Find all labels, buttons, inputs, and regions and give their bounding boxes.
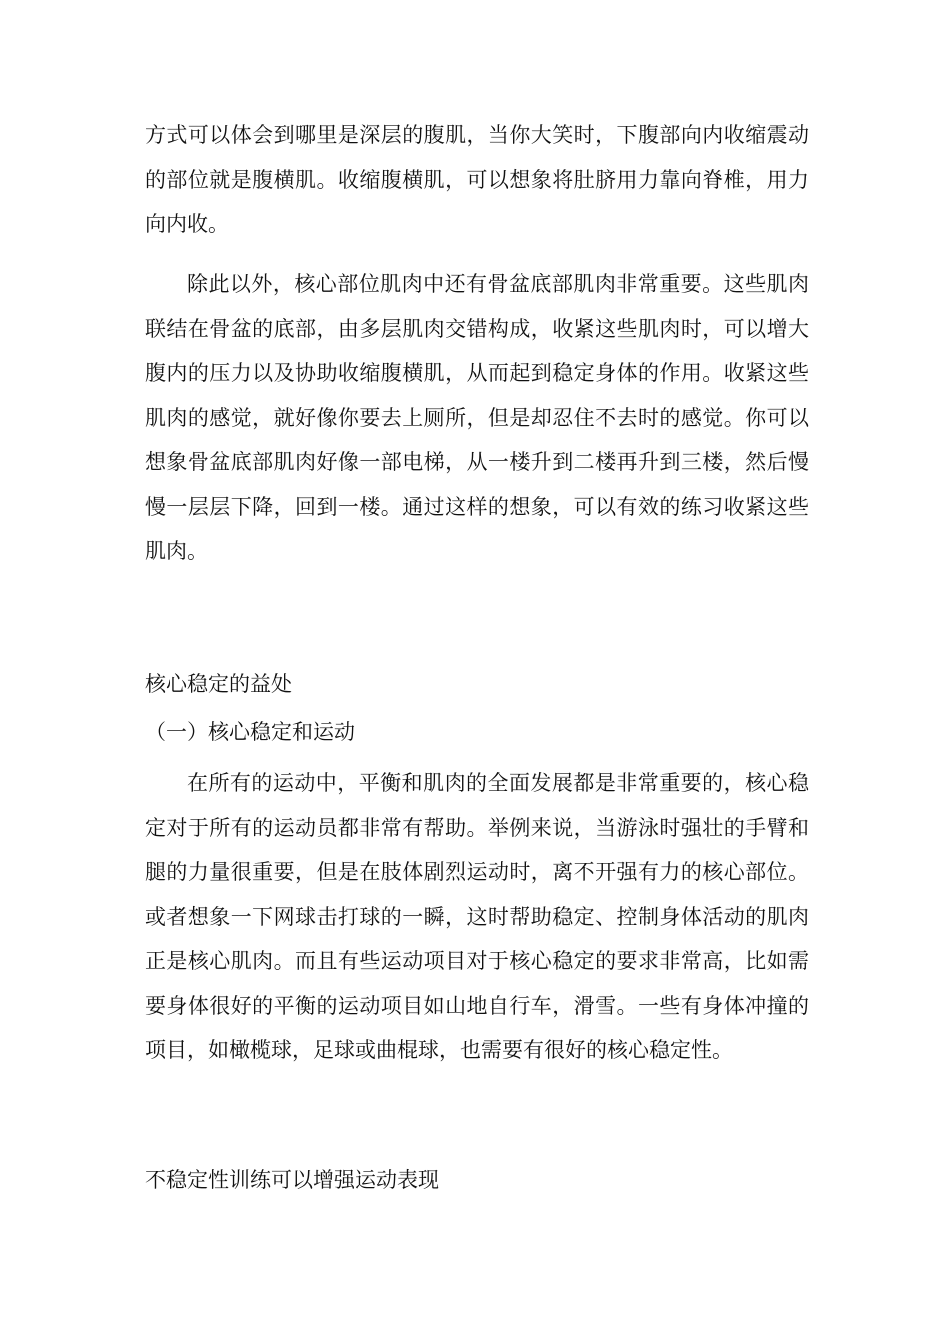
section-title: 核心稳定的益处 (145, 672, 292, 696)
paragraph-pelvic-floor: 除此以外，核心部位肌肉中还有骨盆底部肌肉非常重要。这些肌肉联结在骨盆的底部，由多层肌肉交错构成，收紧这些肌肉时，可以增大腹内的压力以及协助收缩腹横肌，从而起到稳定身体的作用。收紧这些肌肉的感觉，就好像你要去上厕所，但是却忍住不去时的感觉。你可以想象骨盆底部肌肉好像一部电梯，从一楼升到二楼再升到三楼，然后慢慢一层层下降，回到一楼。通过这样的想象，可以有效的练习收紧这些肌肉。 (145, 272, 809, 563)
paragraph-core-sports: 在所有的运动中，平衡和肌肉的全面发展都是非常重要的，核心稳定对于所有的运动员都非常有帮助。举例来说，当游泳时强壮的手臂和腿的力量很重要，但是在肢体剧烈运动时，离不开强有力的核心部位。或者想象一下网球击打球的一瞬，这时帮助稳定、控制身体活动的肌肉正是核心肌肉。而且有些运动项目对于核心稳定的要求非常高，比如需要身体很好的平衡的运动项目如山地自行车，滑雪。一些有身体冲撞的项目，如橄榄球，足球或曲棍球，也需要有很好的核心稳定性。 (145, 771, 809, 1062)
next-section-title: 不稳定性训练可以增强运动表现 (145, 1168, 439, 1192)
paragraph-deep-abdominals: 方式可以体会到哪里是深层的腹肌，当你大笑时，下腹部向内收缩震动的部位就是腹横肌。收缩腹横肌，可以想象将肚脐用力靠向脊椎，用力向内收。 (145, 123, 809, 236)
subsection-title: （一）核心稳定和运动 (145, 720, 355, 744)
